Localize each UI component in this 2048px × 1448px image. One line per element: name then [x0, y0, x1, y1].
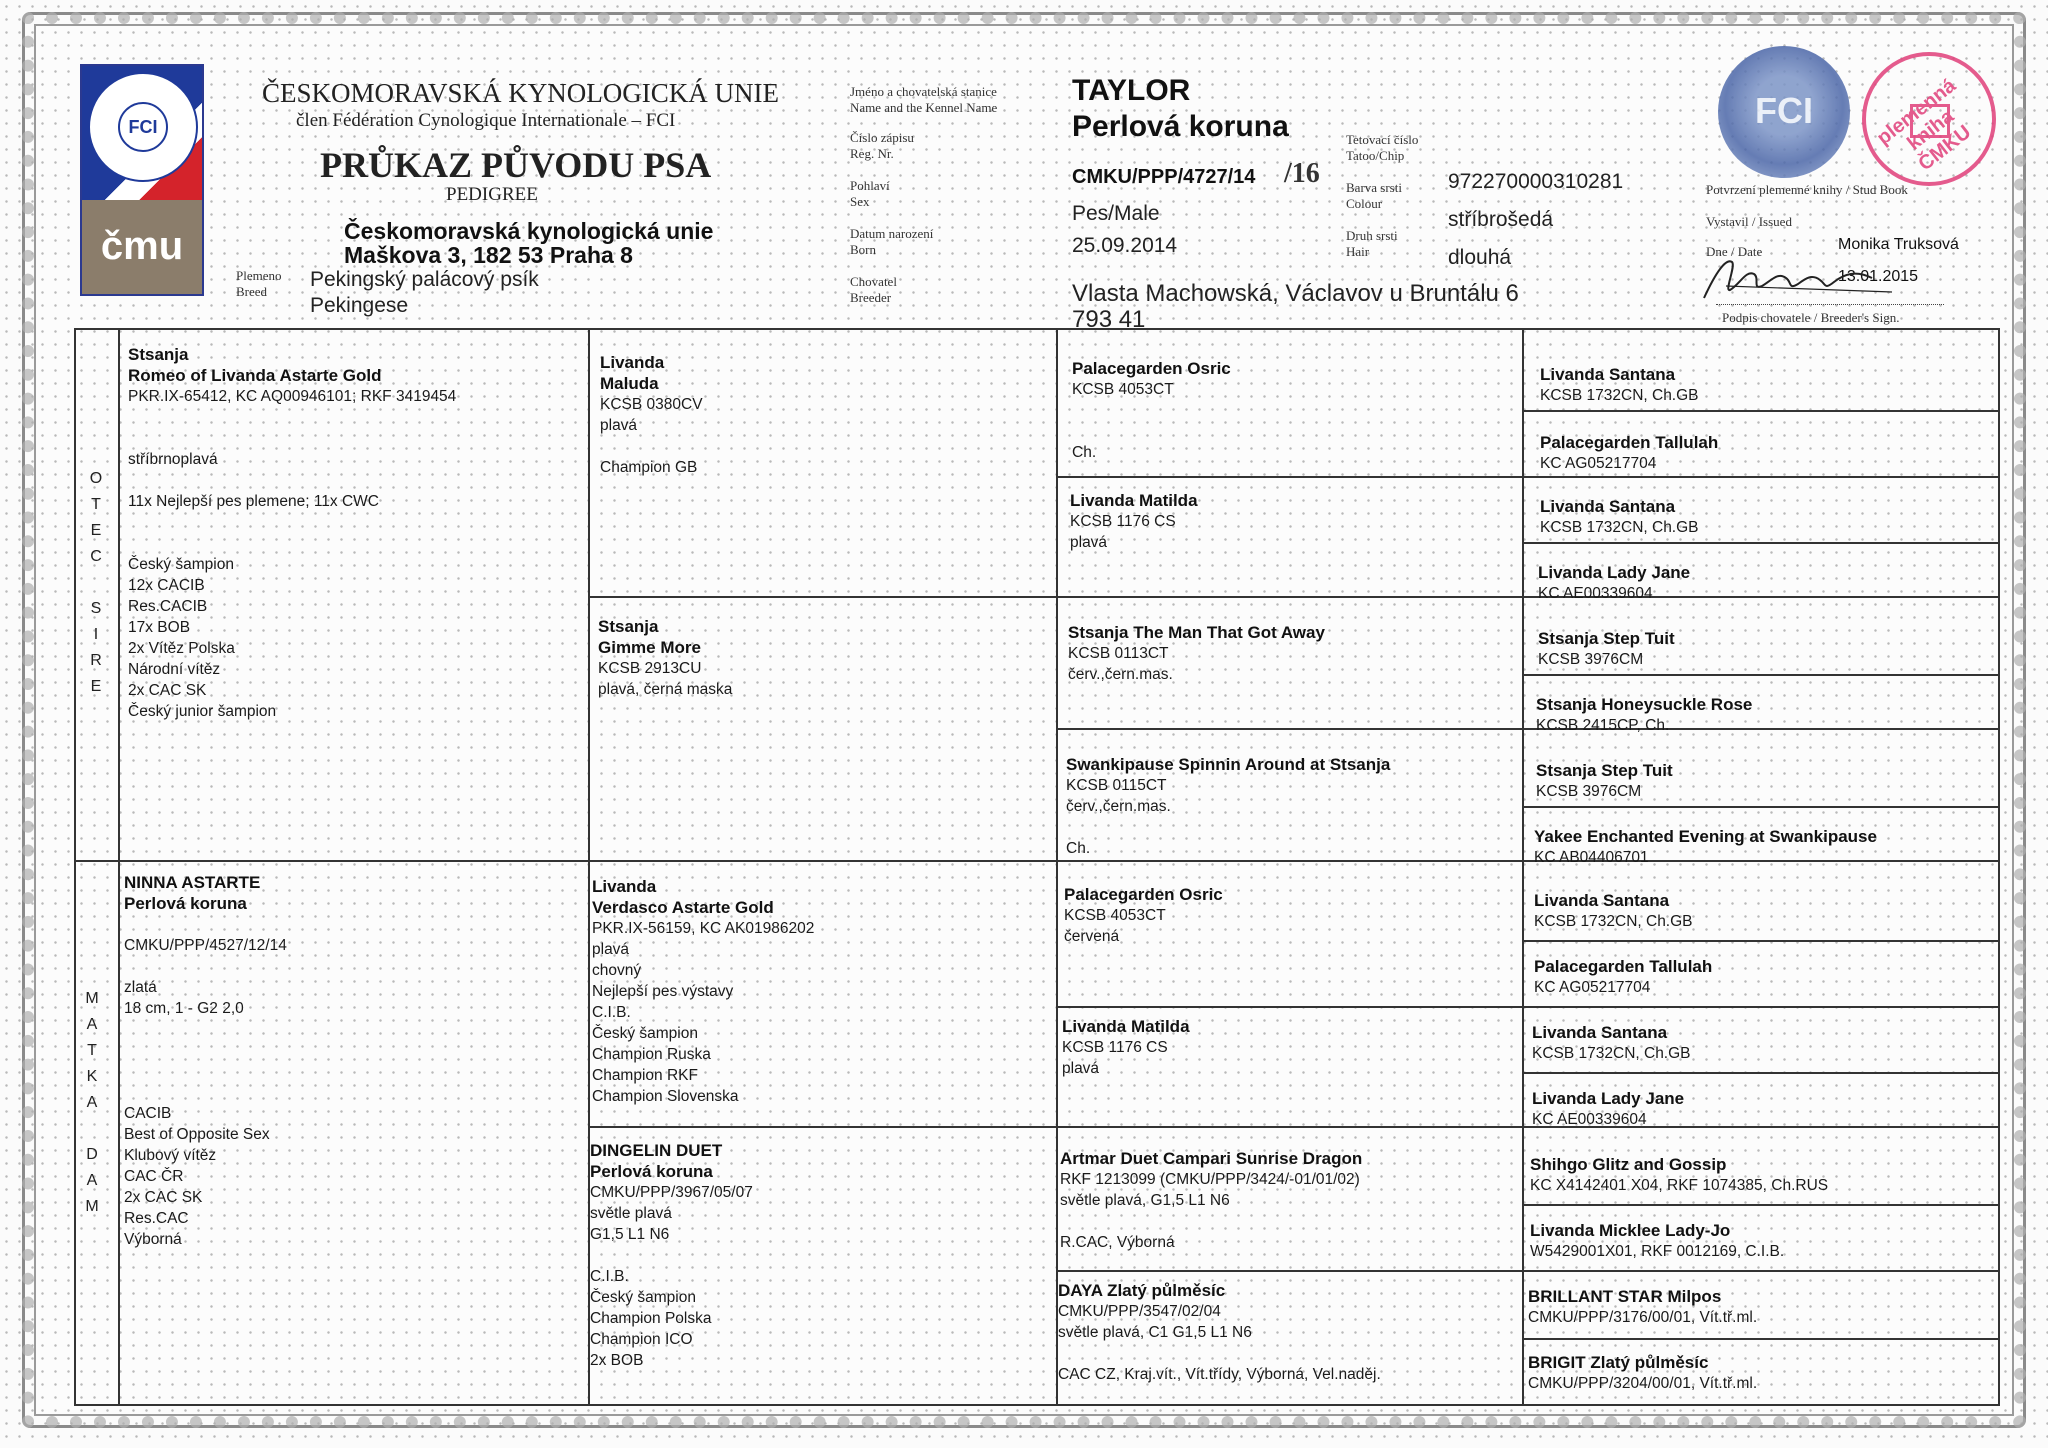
- dog-info-line: C.I.B.: [592, 1004, 631, 1021]
- side-column-divider: [118, 330, 120, 1404]
- dog-info-line: plavá: [1062, 1060, 1100, 1077]
- dog-info-line: KC AG05217704: [1540, 455, 1657, 472]
- dog-info-line: R.CAC, Výborná: [1060, 1234, 1175, 1251]
- gen4-cell-10: [1534, 956, 1712, 998]
- dog-name-line: Livanda Lady Jane: [1538, 563, 1691, 582]
- stud-book-confirmation: Potvrzení plemenné knihy / Stud Book: [1706, 182, 1908, 197]
- dog-info-line: Champion Slovenska: [592, 1088, 739, 1105]
- date-label: Dne / Date: [1706, 244, 1763, 259]
- dog-info-line: G1,5 L1 N6: [590, 1226, 670, 1243]
- gen4-cell-8: [1534, 826, 1877, 868]
- gen4-cell-15: [1528, 1286, 1757, 1328]
- dog-name-line: Stsanja: [598, 617, 659, 636]
- dog-colour: stříbrošedá: [1448, 208, 1554, 231]
- dog-info-line: plavá: [1070, 534, 1108, 551]
- dog-name: TAYLOR: [1072, 74, 1191, 107]
- dog-name-line: Shihgo Glitz and Gossip: [1530, 1155, 1727, 1174]
- dog-info-line: C.I.B.: [590, 1268, 629, 1285]
- gen3-cell-3: [1068, 622, 1325, 685]
- gen3-divider-2: [1058, 728, 1998, 730]
- dog-info-line: KC AB04406701: [1534, 849, 1649, 866]
- breed-cz: Pekingský palácový psík: [310, 268, 539, 291]
- gen4-cell-1: [1540, 364, 1699, 406]
- dog-info-line: Výborná: [124, 1231, 182, 1248]
- dog-name-line: Stsanja: [128, 345, 189, 364]
- gen4-cell-12: [1532, 1088, 1684, 1130]
- dog-info-line: světle plavá: [590, 1205, 672, 1222]
- dog-info-line: CMKU/PPP/3967/05/07: [590, 1184, 753, 1201]
- sire-side-label: O T E C S I R E: [89, 470, 103, 695]
- dog-name-line: Verdasco Astarte Gold: [592, 898, 774, 917]
- born-label: Datum narození Born: [850, 226, 934, 257]
- dog-name-line: BRIGIT Zlatý půlměsíc: [1528, 1353, 1709, 1372]
- dog-info-line: KCSB 3976CM: [1536, 783, 1642, 800]
- gen4-cell-5: [1538, 628, 1675, 670]
- dog-info-line: červ.,čern.mas.: [1068, 666, 1173, 683]
- gen4-cell-7: [1536, 760, 1673, 802]
- sex-label: Pohlaví Sex: [850, 178, 890, 209]
- dog-info-line: [1060, 1211, 1362, 1232]
- dog-name-line: Stsanja Step Tuit: [1536, 761, 1673, 780]
- gen4-divider-1: [1524, 410, 1998, 412]
- dog-info-line: [124, 914, 287, 935]
- gen3-cell-8: [1058, 1280, 1381, 1385]
- dog-info-line: KCSB 1732CN, Ch.GB: [1540, 519, 1699, 536]
- dog-name-line: Perlová koruna: [590, 1162, 713, 1181]
- dog-info-line: Best of Opposite Sex: [124, 1126, 270, 1143]
- dog-name-line: DAYA Zlatý půlměsíc: [1058, 1281, 1226, 1300]
- dog-info-line: CAC CZ, Kraj.vít., Vít.třídy, Výborná, Vel.naděj.: [1058, 1366, 1381, 1383]
- dog-info-line: 2x BOB: [590, 1352, 644, 1369]
- dog-info-line: CMKU/PPP/3176/00/01, Vít.tř.ml.: [1528, 1309, 1758, 1326]
- issued-label: Vystavil / Issued: [1706, 214, 1792, 229]
- dog-info-line: [1066, 817, 1390, 838]
- dog-name-line: Stsanja The Man That Got Away: [1068, 623, 1325, 642]
- dog-name-line: NINNA ASTARTE: [124, 873, 261, 892]
- issuer-name: Monika Truksová: [1838, 236, 1959, 253]
- dog-info-line: [124, 1040, 287, 1061]
- dog-info-line: W5429001X01, RKF 0012169, C.I.B.: [1530, 1243, 1785, 1260]
- dog-name-line: Romeo of Livanda Astarte Gold: [128, 366, 382, 385]
- dog-info-line: 2x CAC SK: [124, 1189, 203, 1206]
- cmu-logo-text: čmu: [82, 200, 202, 296]
- dam-cell: [124, 872, 287, 1250]
- dog-reg-number: CMKU/PPP/4727/14: [1072, 166, 1256, 188]
- breed-en: Pekingese: [310, 294, 409, 317]
- dog-info-line: Český junior šampion: [128, 703, 277, 720]
- dog-info-line: [124, 1082, 287, 1103]
- dog-info-line: červ.,čern.mas.: [1066, 798, 1171, 815]
- official-seal-stamp: FCI: [1718, 46, 1850, 178]
- dog-info-line: 2x CAC SK: [128, 682, 207, 699]
- dog-info-line: [1072, 421, 1231, 442]
- dog-info-line: CMKU/PPP/3204/00/01, Vít.tř.ml.: [1528, 1375, 1758, 1392]
- dog-info-line: Res.CACIB: [128, 598, 208, 615]
- gen3-cell-7: [1060, 1148, 1362, 1253]
- dog-info-line: Champion Polska: [590, 1310, 712, 1327]
- dog-name-line: Artmar Duet Campari Sunrise Dragon: [1060, 1149, 1363, 1168]
- dog-name-line: Palacegarden Osric: [1072, 359, 1231, 378]
- document-subtitle: PEDIGREE: [446, 184, 538, 205]
- gen3-divider-1: [1058, 476, 1998, 478]
- dog-name-line: Livanda Matilda: [1062, 1017, 1190, 1036]
- dog-info-line: plavá: [592, 941, 630, 958]
- dog-name-line: Livanda Lady Jane: [1532, 1089, 1685, 1108]
- dog-name-line: Livanda Santana: [1540, 497, 1676, 516]
- dog-name-line: Palacegarden Osric: [1064, 885, 1223, 904]
- stud-book-stamp: plemenná kniha ČMKU: [1862, 52, 1996, 186]
- gen4-divider-6: [1524, 1072, 1998, 1074]
- dog-chip: 972270000310281: [1448, 170, 1624, 193]
- breeder-address-line1: Vlasta Machowská, Václavov u Bruntálu 6: [1072, 280, 1519, 307]
- dog-info-line: Ch.: [1072, 444, 1097, 461]
- hair-label: Druh srsti Hair: [1346, 228, 1398, 259]
- gen4-cell-4: [1538, 562, 1690, 604]
- dog-info-line: CAC ČR: [124, 1168, 184, 1185]
- gen4-cell-3: [1540, 496, 1699, 538]
- dog-info-line: KCSB 2913CU: [598, 660, 702, 677]
- gen2-cell-1: [600, 352, 703, 478]
- dog-info-line: Champion ICO: [590, 1331, 693, 1348]
- dog-info-line: Res.CAC: [124, 1210, 189, 1227]
- dog-info-line: plavá: [600, 417, 638, 434]
- dog-info-line: CMKU/PPP/3547/02/04: [1058, 1303, 1221, 1320]
- dog-name-line: Stsanja Step Tuit: [1538, 629, 1675, 648]
- dog-info-line: Národní vítěz: [128, 661, 221, 678]
- gen3-cell-2: [1070, 490, 1198, 553]
- dog-born: 25.09.2014: [1072, 234, 1178, 257]
- dog-name-line: Palacegarden Tallulah: [1540, 433, 1719, 452]
- gen3-cell-5: [1064, 884, 1223, 947]
- dog-info-line: [600, 436, 703, 457]
- gen2-cell-4: [590, 1140, 753, 1371]
- dog-info-line: CMKU/PPP/4527/12/14: [124, 937, 287, 954]
- dog-info-line: KCSB 0113CT: [1068, 645, 1169, 662]
- gen4-cell-16: [1528, 1352, 1757, 1394]
- dog-name-line: Perlová koruna: [124, 894, 247, 913]
- gen2-divider-2: [590, 1126, 1998, 1128]
- gen4-cell-14: [1530, 1220, 1784, 1262]
- dog-info-line: 12x CACIB: [128, 577, 205, 594]
- dog-info-line: [590, 1245, 753, 1266]
- dog-info-line: plavá, černá maska: [598, 681, 733, 698]
- dog-name-line: Yakee Enchanted Evening at Swankipause: [1534, 827, 1877, 846]
- dog-info-line: [124, 1061, 287, 1082]
- dog-info-line: [128, 470, 456, 491]
- gen2-divider-1: [590, 596, 1998, 598]
- dog-name-line: Stsanja Honeysuckle Rose: [1536, 695, 1753, 714]
- dog-info-line: Český šampion: [592, 1025, 698, 1042]
- dog-name-line: Livanda Micklee Lady-Jo: [1530, 1221, 1731, 1240]
- dog-info-line: RKF 1213099 (CMKU/PPP/3424/-01/01/02): [1060, 1171, 1360, 1188]
- dog-info-line: KCSB 3976CM: [1538, 651, 1644, 668]
- dog-name-line: Livanda Matilda: [1070, 491, 1198, 510]
- org-name: ČESKOMORAVSKÁ KYNOLOGICKÁ UNIE: [262, 78, 780, 108]
- dam-side-label: M A T K A D A M: [85, 990, 99, 1215]
- gen4-cell-13: [1530, 1154, 1828, 1196]
- dog-info-line: KC AE00339604: [1532, 1111, 1647, 1128]
- dog-reg-suffix: /16: [1284, 158, 1320, 189]
- dog-info-line: [1072, 400, 1231, 421]
- breeder-address-line2: 793 41: [1072, 306, 1146, 333]
- dog-info-line: CACIB: [124, 1105, 172, 1122]
- chip-label: Tetovací číslo Tatoo/Chip: [1346, 132, 1419, 163]
- dog-info-line: [128, 428, 456, 449]
- dog-name-line: DINGELIN DUET: [590, 1141, 723, 1160]
- issuer-address-line2: Maškova 3, 182 53 Praha 8: [344, 242, 633, 268]
- dog-info-line: KCSB 1732CN, Ch.GB: [1534, 913, 1693, 930]
- dog-name-line: Livanda Santana: [1532, 1023, 1668, 1042]
- dog-info-line: KCSB 4053CT: [1072, 381, 1174, 398]
- signature-line: [1716, 304, 1944, 305]
- gen4-cell-11: [1532, 1022, 1691, 1064]
- gen4-divider-2: [1524, 542, 1998, 544]
- dog-name-line: Swankipause Spinnin Around at Stsanja: [1066, 755, 1391, 774]
- dog-name-line: Palacegarden Tallulah: [1534, 957, 1713, 976]
- dog-info-line: zlatá: [124, 979, 157, 996]
- dog-name-line: Maluda: [600, 374, 659, 393]
- dog-info-line: Champion RKF: [592, 1067, 698, 1084]
- dog-info-line: KCSB 1176 CS: [1062, 1039, 1168, 1056]
- dog-info-line: [124, 956, 287, 977]
- dog-info-line: chovný: [592, 962, 642, 979]
- dog-info-line: KC AE00339604: [1538, 585, 1653, 602]
- gen2-cell-2: [598, 616, 732, 700]
- dog-info-line: KCSB 0115CT: [1066, 777, 1167, 794]
- dog-name-line: BRILLANT STAR Milpos: [1528, 1287, 1722, 1306]
- dog-info-line: [128, 533, 456, 554]
- sire-cell: [128, 344, 456, 722]
- dog-info-line: KCSB 2415CP, Ch.: [1536, 717, 1670, 734]
- dog-info-line: červená: [1064, 928, 1120, 945]
- dog-info-line: KCSB 4053CT: [1064, 907, 1166, 924]
- gen3-cell-1: [1072, 358, 1231, 463]
- dog-name-line: Gimme More: [598, 638, 701, 657]
- dog-info-line: světle plavá, C1 G1,5 L1 N6: [1058, 1324, 1252, 1341]
- dog-info-line: Ch.: [1066, 840, 1091, 857]
- dog-info-line: KC X4142401 X04, RKF 1074385, Ch.RUS: [1530, 1177, 1829, 1194]
- dog-info-line: KCSB 1176 CS: [1070, 513, 1176, 530]
- dog-info-line: Klubový vítěz: [124, 1147, 217, 1164]
- gen4-cell-6: [1536, 694, 1752, 736]
- reg-label: Číslo zápisu Reg. Nr.: [850, 130, 914, 161]
- gen4-divider-3: [1524, 674, 1998, 676]
- gen2-cell-3: [592, 876, 814, 1107]
- dog-sex: Pes/Male: [1072, 202, 1160, 225]
- dog-info-line: PKR.IX-65412, KC AQ00946101; RKF 3419454: [128, 388, 457, 405]
- gen3-divider-3: [1058, 1006, 1998, 1008]
- fci-membership: člen Fédération Cynologique Internationale – FCI: [296, 110, 676, 131]
- dog-info-line: 11x Nejlepší pes plemene; 11x CWC: [128, 493, 379, 510]
- gen4-cell-2: [1540, 432, 1718, 474]
- dog-info-line: KC AG05217704: [1534, 979, 1651, 996]
- dog-info-line: Český šampion: [590, 1289, 696, 1306]
- signature-label: Podpis chovatele / Breeder's Sign.: [1722, 310, 1900, 325]
- dog-kennel: Perlová koruna: [1072, 110, 1289, 143]
- dog-info-line: KCSB 1732CN, Ch.GB: [1540, 387, 1699, 404]
- dog-name-line: Livanda: [600, 353, 665, 372]
- dog-hair: dlouhá: [1448, 246, 1512, 269]
- breed-label: Plemeno Breed: [236, 268, 282, 299]
- fci-seal: [88, 72, 198, 182]
- dog-info-line: [128, 407, 456, 428]
- dog-info-line: stříbrnoplavá: [128, 451, 218, 468]
- dog-info-line: Champion GB: [600, 459, 698, 476]
- dog-info-line: světle plavá, G1,5 L1 N6: [1060, 1192, 1230, 1209]
- dog-info-line: Nejlepší pes výstavy: [592, 983, 734, 1000]
- colour-label: Barva srsti Colour: [1346, 180, 1402, 211]
- dog-name-line: Livanda Santana: [1540, 365, 1676, 384]
- dog-name-line: Livanda: [592, 877, 657, 896]
- fci-cmku-logo: [80, 64, 204, 296]
- gen3-gen4-divider: [1522, 330, 1524, 1404]
- gen4-divider-8: [1524, 1338, 1998, 1340]
- gen2-gen3-divider: [1056, 330, 1058, 1404]
- dog-name-line: Livanda Santana: [1534, 891, 1670, 910]
- gen4-divider-5: [1524, 940, 1998, 942]
- signature-scribble: [1696, 252, 1940, 304]
- issuer-address-line1: Českomoravská kynologická unie: [344, 218, 714, 244]
- dog-info-line: Champion Ruska: [592, 1046, 711, 1063]
- dog-info-line: Český šampion: [128, 556, 234, 573]
- fci-seal-text: FCI: [118, 102, 168, 152]
- gen4-cell-9: [1534, 890, 1693, 932]
- name-label: Jméno a chovatelská stanice Name and the Kennel Name: [850, 84, 998, 115]
- gen4-divider-7: [1524, 1204, 1998, 1206]
- dog-info-line: KCSB 0380CV: [600, 396, 703, 413]
- dog-info-line: 2x Vítěz Polska: [128, 640, 235, 657]
- gen4-divider-4: [1524, 806, 1998, 808]
- dog-info-line: [1058, 1343, 1381, 1364]
- dog-info-line: [124, 1019, 287, 1040]
- issue-date: 13.01.2015: [1838, 268, 1919, 285]
- dog-info-line: 18 cm, 1 - G2 2,0: [124, 1000, 244, 1017]
- gen3-cell-6: [1062, 1016, 1190, 1079]
- dog-info-line: [128, 512, 456, 533]
- dog-info-line: PKR.IX-56159, KC AK01986202: [592, 920, 815, 937]
- dog-info-line: 17x BOB: [128, 619, 191, 636]
- breeder-label: Chovatel Breeder: [850, 274, 897, 305]
- dog-info-line: KCSB 1732CN, Ch.GB: [1532, 1045, 1691, 1062]
- gen3-cell-4: [1066, 754, 1390, 859]
- document-title: PRŮKAZ PŮVODU PSA: [320, 145, 712, 185]
- gen3-divider-4: [1058, 1270, 1998, 1272]
